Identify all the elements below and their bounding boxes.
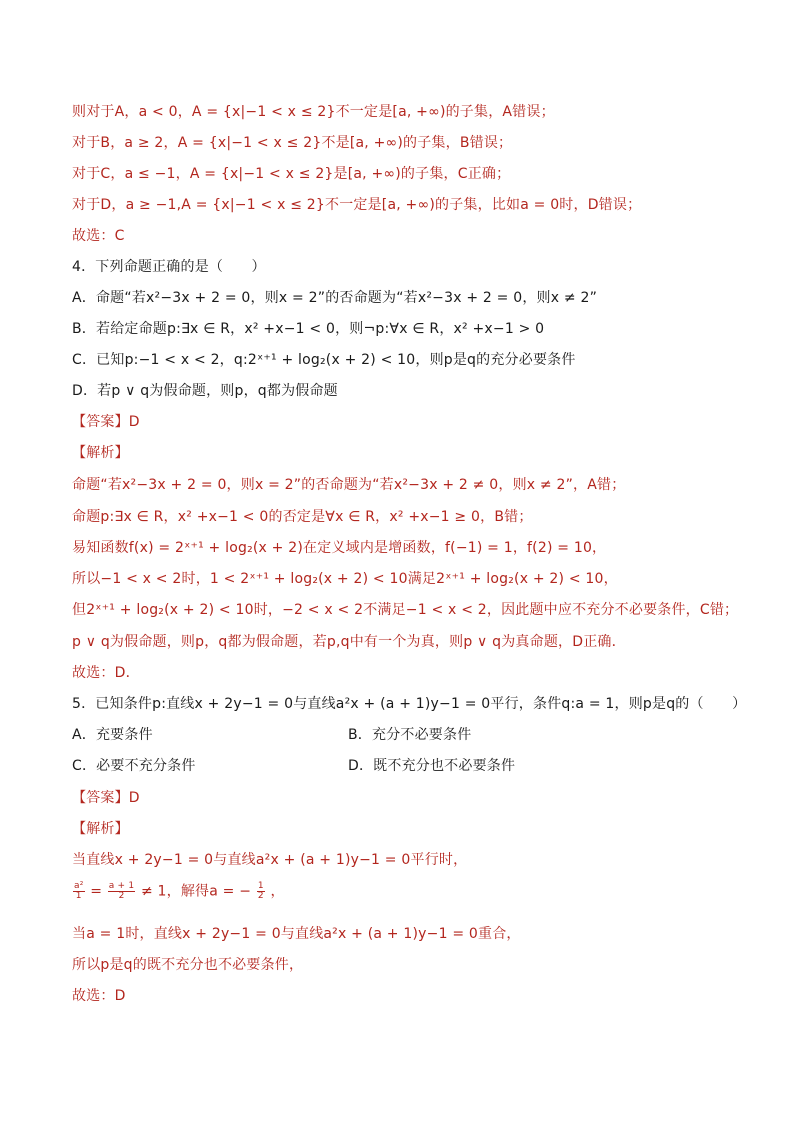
- fraction: $\frac{\text{a²}}{1}$: [74, 881, 84, 901]
- q4-answer: 【答案】D: [72, 414, 140, 430]
- q4-option-d: D．若p ∨ q为假命题，则p，q都为假命题: [72, 383, 338, 399]
- q5-conclusion: 故选：D: [72, 988, 126, 1004]
- q4-option-b: B．若给定命题p:∃x ∈ R，x² +x−1 < 0，则¬p:∀x ∈ R，x² +x−1 > 0: [72, 321, 545, 337]
- q5-analysis-label: 【解析】: [72, 821, 129, 837]
- q4-analysis-line: 命题p:∃x ∈ R，x² +x−1 < 0的否定是∀x ∈ R，x² +x−1 ≥ 0，B错；: [72, 509, 533, 525]
- q5-analysis-line: 当直线x + 2y−1 = 0与直线a²x + (a + 1)y−1 = 0平行时，: [72, 852, 468, 868]
- q3-analysis-line-c: 对于C，a ≤ −1，A = {x|−1 < x ≤ 2}是[a, +∞)的子集，C正确；: [72, 166, 511, 182]
- fraction: $\frac{1}{2}$: [257, 881, 264, 901]
- analysis-text: ，: [270, 883, 285, 900]
- q3-analysis-line-a: 则对于A，a < 0，A = {x|−1 < x ≤ 2}不一定是[a, +∞)的子集，A错误；: [72, 104, 555, 120]
- q5-option-a: A．充要条件: [72, 727, 153, 743]
- q4-analysis-label: 【解析】: [72, 445, 129, 461]
- q5-stem: 5．已知条件p:直线x + 2y−1 = 0与直线a²x + (a + 1)y−1 = 0平行，条件q:a = 1，则p是q的（ ）: [72, 696, 747, 712]
- q4-analysis-line: 但2ˣ⁺¹ + log₂(x + 2) < 10时，−2 < x < 2不满足−1 < x < 2，因此题中应不充分不必要条件，C错；: [72, 602, 739, 618]
- q5-analysis-fraction-line: [72, 882, 285, 901]
- q5-analysis-line: 当a = 1时，直线x + 2y−1 = 0与直线a²x + (a + 1)y−1 = 0重合，: [72, 926, 521, 942]
- q5-answer: 【答案】D: [72, 790, 140, 806]
- q4-analysis-line: 易知函数f(x) = 2ˣ⁺¹ + log₂(x + 2)在定义域内是增函数，f(−1) = 1，f(2) = 10，: [72, 540, 607, 556]
- q5-option-c: C．必要不充分条件: [72, 758, 196, 774]
- q4-analysis-line: 命题“若x²−3x + 2 = 0，则x = 2”的否命题为“若x²−3x + 2 ≠ 0，则x ≠ 2”，A错；: [72, 477, 626, 493]
- q3-analysis-line-b: 对于B，a ≥ 2，A = {x|−1 < x ≤ 2}不是[a, +∞)的子集，B错误；: [72, 135, 513, 151]
- q4-conclusion: 故选：D．: [72, 665, 140, 681]
- analysis-text: ≠ 1，解得a = −: [140, 883, 252, 900]
- q5-options-row-1: [72, 726, 472, 744]
- q3-conclusion: 故选：C: [72, 228, 125, 244]
- q5-option-d: D．既不充分也不必要条件: [348, 758, 516, 774]
- q5-option-b: B．充分不必要条件: [348, 727, 472, 743]
- fraction: $\frac{a + 1}{2}$: [108, 881, 135, 901]
- q3-analysis-line-d: 对于D，a ≥ −1,A = {x|−1 < x ≤ 2}不一定是[a, +∞)的子集，比如a = 0时，D错误；: [72, 197, 642, 213]
- equals-sign: =: [90, 883, 103, 900]
- q5-analysis-line: 所以p是q的既不充分也不必要条件，: [72, 957, 304, 973]
- q4-stem: 4．下列命题正确的是（ ）: [72, 259, 266, 275]
- q4-option-a: A．命题“若x²−3x + 2 = 0，则x = 2”的否命题为“若x²−3x + 2 = 0，则x ≠ 2”: [72, 290, 598, 306]
- q4-analysis-line: 所以−1 < x < 2时，1 < 2ˣ⁺¹ + log₂(x + 2) < 10满足2ˣ⁺¹ + log₂(x + 2) < 10，: [72, 571, 618, 587]
- q4-analysis-line: p ∨ q为假命题，则p，q都为假命题，若p,q中有一个为真，则p ∨ q为真命题，D正确．: [72, 634, 626, 650]
- q5-options-row-2: [72, 757, 516, 775]
- q4-option-c: C．已知p:−1 < x < 2，q:2ˣ⁺¹ + log₂(x + 2) < 10，则p是q的充分必要条件: [72, 352, 576, 368]
